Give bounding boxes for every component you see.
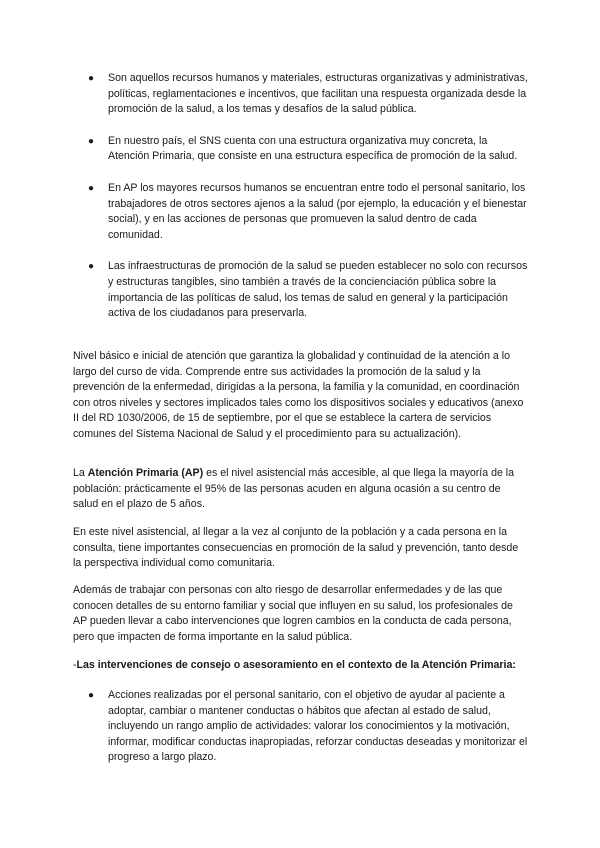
list-item xyxy=(88,71,528,118)
bullet-icon: ● xyxy=(88,73,95,84)
paragraph-professionals: Además de trabajar con personas con alto riesgo de desarrollar enfermedades y de las que conocen detalles de su entorno familiar y social que influyen en su salud, los profesionales de AP pueden llevar a cabo intervenciones que logren cambios en la conducta de cada persona, pero que impacten de forma importante en la salud pública. xyxy=(73,584,513,643)
bullet-icon: ● xyxy=(88,690,95,701)
paragraph-consequences: En este nivel asistencial, al llegar a la vez al conjunto de la población y a cada persona en la consulta, tiene importantes consecuencias en promoción de la salud y prevención, tanto desde la perspectiva individual como comunitaria. xyxy=(73,526,519,570)
list-item-text: En AP los mayores recursos humanos se encuentran entre todo el personal sanitario, los trabajadores de otros sectores ajenos a la salud (por ejemplo, la educación y el bienestar social), y en las acciones de personas que promueven la salud dentro de cada comunidad. xyxy=(108,181,527,241)
heading-dash: - xyxy=(73,659,77,671)
bullet-icon: ● xyxy=(88,135,95,147)
list-item-text: Son aquellos recursos humanos y materiales, estructuras organizativas y administrativas, políticas, reglamentaciones e incentivos, que facilitan una respuesta organizada desde la promoción de la salud, a los temas y desafíos de la salud pública. xyxy=(108,72,528,116)
bullet-list-section xyxy=(88,688,528,766)
list-item-text: Las infraestructuras de promoción de la salud se pueden establecer no solo con recursos y estructuras tangibles, sino también a través de la concienciación pública sobre la importancia de las políticas de salud, los temas de salud en general y la participación activa de los ciudadanos para preservarla. xyxy=(108,260,528,320)
list-item xyxy=(88,259,528,321)
list-item xyxy=(88,181,528,243)
list-item-text: En nuestro país, el SNS cuenta con una estructura organizativa muy concreta, la Atención Primaria, que consiste en una estructura específica de promoción de la salud. xyxy=(108,134,518,163)
paragraph-rest: es el nivel asistencial más accesible, al que llega la mayoría de la población: prácticamente el 95% de las personas acuden en alguna ocasión a su centro de salud en el plazo de 5 años. xyxy=(73,467,515,511)
bullet-list-top xyxy=(88,71,528,322)
ap-term: Atención Primaria (AP) xyxy=(87,467,204,479)
list-item-text: Acciones realizadas por el personal sanitario, con el objetivo de ayudar al paciente a adoptar, cambiar o mantener conductas o hábitos que afectan al estado de salud, incluyendo un rango amplio de actividades: valorar los conocimientos y la motivación, informar, modificar conductas inapropiadas, reforzar conductas deseadas y monitorizar el progreso a largo plazo. xyxy=(108,689,528,764)
list-item xyxy=(88,688,528,766)
paragraph-prefix: La xyxy=(73,467,88,479)
heading-text: Las intervenciones de consejo o asesoramiento en el contexto de la Atención Primaria: xyxy=(76,659,516,671)
list-item xyxy=(88,134,528,165)
bullet-icon: ● xyxy=(88,261,95,273)
paragraph-ap-accessibility xyxy=(73,466,528,513)
bullet-icon: ● xyxy=(88,182,95,194)
paragraph-definition: Nivel básico e inicial de atención que garantiza la globalidad y continuidad de la atención a lo largo del curso de vida. Comprende entre sus actividades la promoción de la salud y la prevención de la enfermedad, dirigidas a la persona, la familia y la comunidad, en coordinación con otros niveles y sectores implicados tales como los dispositivos sociales y educativos (anexo II del RD 1030/2006, de 15 de septiembre, por el que se establece la cartera de servicios comunes del Sistema Nacional de Salud y el procedimiento para su actualización). xyxy=(73,350,524,440)
section-heading xyxy=(73,658,528,674)
